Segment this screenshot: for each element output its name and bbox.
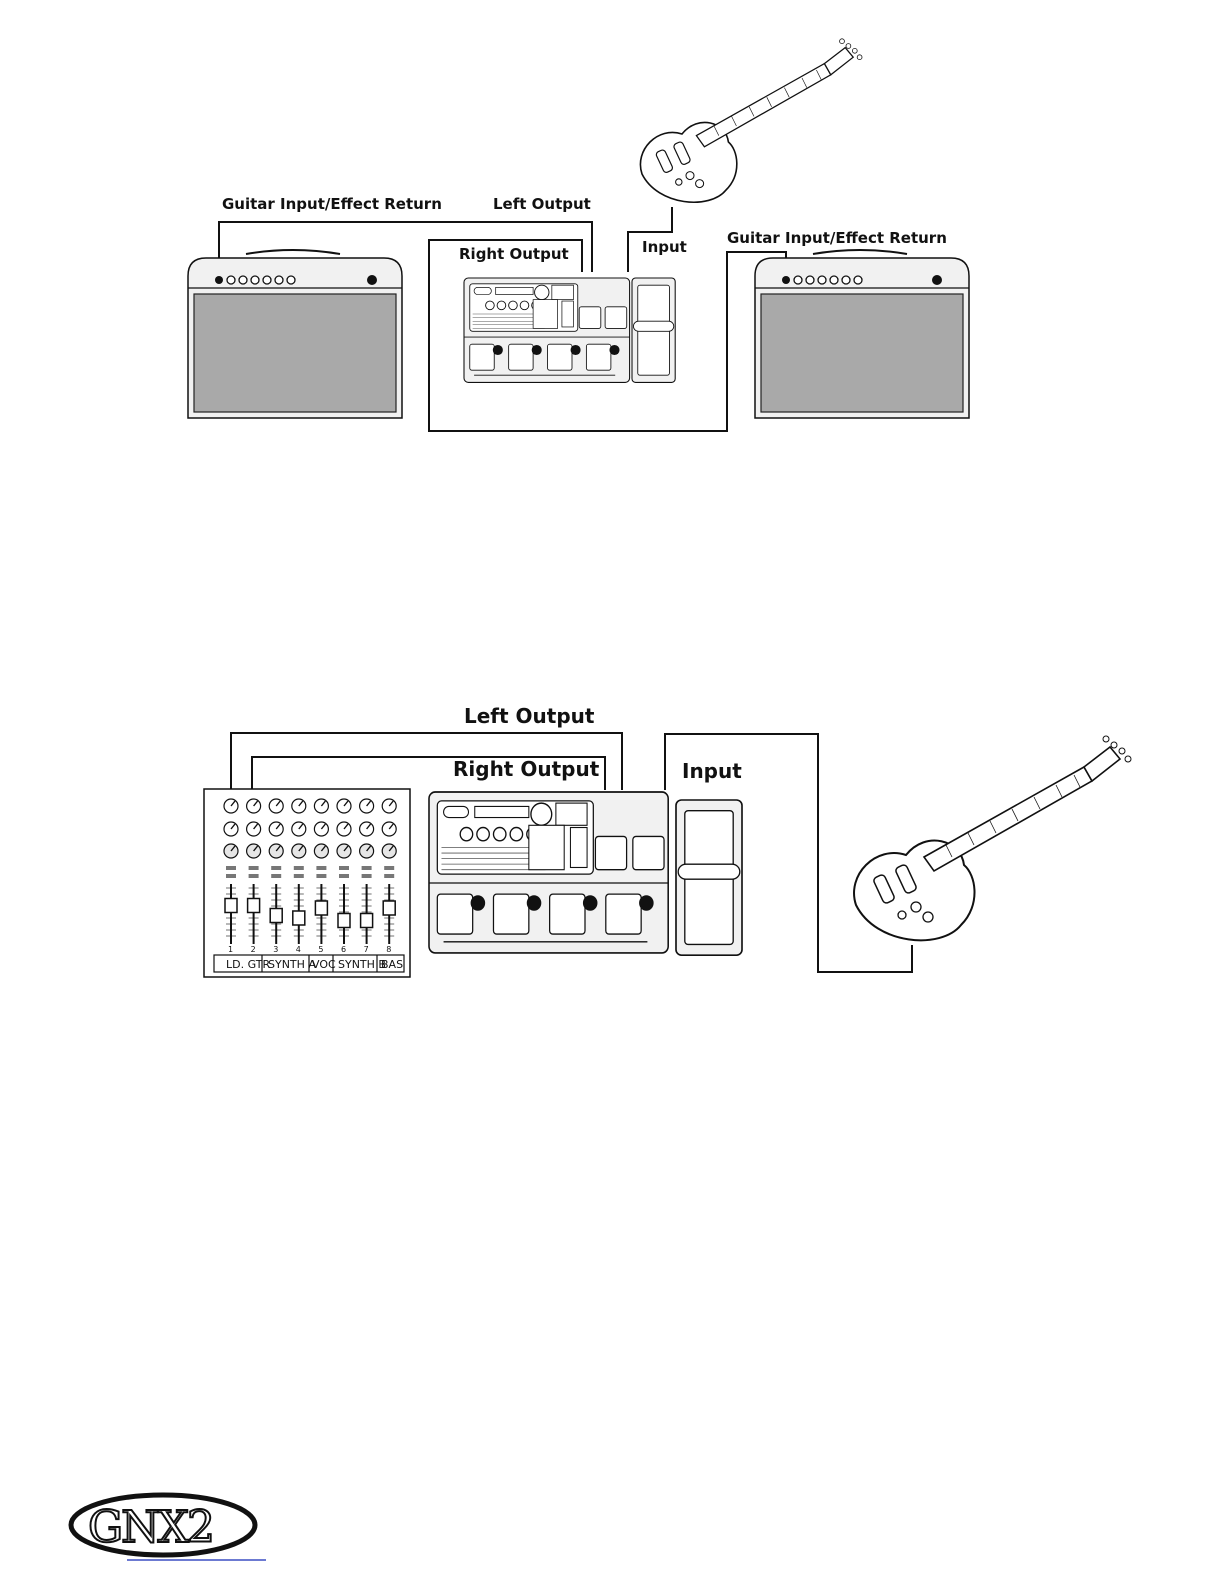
gnx2-logo bbox=[71, 1495, 266, 1560]
mixer-fader-cap bbox=[270, 909, 282, 923]
label-left-output-bottom: Left Output bbox=[464, 704, 595, 728]
mixer-fader-cap bbox=[315, 901, 327, 915]
mixer-button bbox=[316, 874, 326, 878]
mixer-button bbox=[271, 866, 281, 870]
mixer-button bbox=[362, 874, 372, 878]
mixer-button bbox=[316, 866, 326, 870]
guitar-amp-left bbox=[188, 250, 402, 418]
mixer bbox=[204, 789, 410, 977]
mixer-channel-number: 6 bbox=[341, 945, 347, 954]
mixer-fader-cap bbox=[361, 914, 373, 928]
label-left-output-top: Left Output bbox=[493, 195, 591, 213]
mixer-button bbox=[339, 874, 349, 878]
mixer-button bbox=[294, 874, 304, 878]
gnx2-logo-text: GNX2 bbox=[88, 1502, 213, 1553]
scribble-ld-gtr: LD. GTR bbox=[226, 958, 271, 971]
scribble-bas: BAS bbox=[381, 958, 404, 971]
mixer-channel-number: 7 bbox=[363, 945, 369, 954]
mixer-button bbox=[249, 874, 259, 878]
mixer-fader-cap bbox=[225, 899, 237, 913]
mixer-channel-number: 2 bbox=[250, 945, 256, 954]
bottom-diagram bbox=[204, 704, 1131, 977]
mixer-channel-number: 5 bbox=[318, 945, 324, 954]
mixer-channel-number: 1 bbox=[228, 945, 234, 954]
expression-pedal-bottom bbox=[676, 800, 742, 955]
mixer-button bbox=[226, 874, 236, 878]
scribble-voc: VOC bbox=[312, 958, 336, 971]
mixer-fader-cap bbox=[293, 911, 305, 925]
label-right-output-bottom: Right Output bbox=[453, 757, 600, 781]
scribble-synth-b: SYNTH B bbox=[338, 958, 386, 971]
scribble-synth-a: SYNTH A bbox=[268, 958, 316, 971]
mixer-channel-number: 4 bbox=[295, 945, 301, 954]
electric-guitar-icon-top bbox=[640, 39, 862, 202]
label-guitar-input-right: Guitar Input/Effect Return bbox=[727, 229, 947, 247]
mixer-button bbox=[226, 866, 236, 870]
mixer-button bbox=[362, 866, 372, 870]
gnx2-unit-bottom bbox=[429, 792, 668, 953]
guitar-amp-right bbox=[755, 250, 969, 418]
expression-pedal-top bbox=[632, 278, 675, 382]
electric-guitar-icon-bottom bbox=[854, 736, 1131, 940]
mixer-channel-number: 8 bbox=[386, 945, 392, 954]
gnx2-unit-top bbox=[464, 278, 630, 382]
mixer-button bbox=[249, 866, 259, 870]
top-diagram bbox=[188, 39, 969, 431]
mixer-button bbox=[271, 874, 281, 878]
mixer-button bbox=[339, 866, 349, 870]
mixer-fader-cap bbox=[383, 901, 395, 915]
label-input-top: Input bbox=[642, 238, 687, 256]
label-right-output-top: Right Output bbox=[459, 245, 569, 263]
mixer-fader-cap bbox=[248, 899, 260, 913]
mixer-channel-number: 3 bbox=[273, 945, 279, 954]
mixer-button bbox=[384, 866, 394, 870]
mixer-button bbox=[384, 874, 394, 878]
label-guitar-input-left: Guitar Input/Effect Return bbox=[222, 195, 442, 213]
mixer-fader-cap bbox=[338, 914, 350, 928]
label-input-bottom: Input bbox=[682, 759, 742, 783]
mixer-button bbox=[294, 866, 304, 870]
